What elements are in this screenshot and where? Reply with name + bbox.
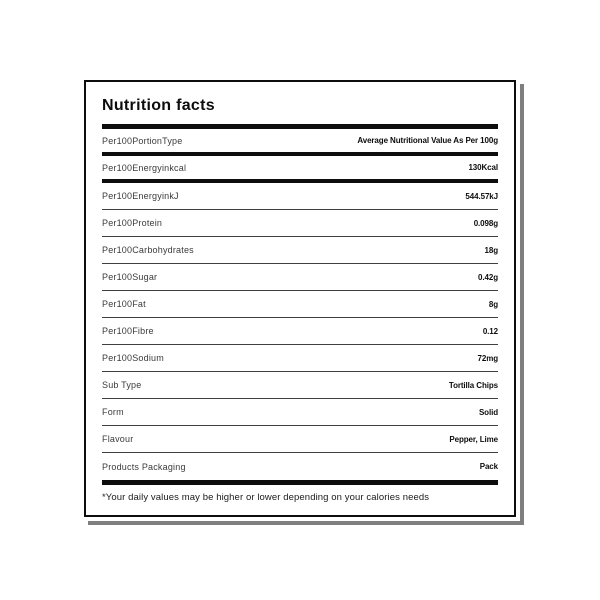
row-label: Per100Fibre — [102, 326, 154, 336]
nutrition-row — [102, 345, 498, 372]
row-value: Solid — [478, 407, 498, 417]
nutrition-row — [102, 237, 498, 264]
row-label: Per100EnergyinkJ — [102, 191, 179, 201]
nutrition-row — [102, 210, 498, 237]
row-label: Per100Fat — [102, 299, 146, 309]
nutrition-row — [102, 183, 498, 210]
row-label: Per100PortionType — [102, 135, 183, 146]
row-label: Flavour — [102, 434, 134, 444]
nutrition-row — [102, 156, 498, 183]
nutrition-row — [102, 372, 498, 399]
nutrition-row — [102, 264, 498, 291]
row-label: Sub Type — [102, 380, 142, 390]
row-value: 0.42g — [478, 272, 498, 282]
nutrition-label-card — [84, 80, 516, 517]
row-value: 130Kcal — [468, 163, 498, 172]
nutrition-row — [102, 453, 498, 480]
row-value: 8g — [488, 299, 498, 309]
nutrition-row — [102, 318, 498, 345]
row-label: Per100Carbohydrates — [102, 245, 194, 255]
row-label: Per100Protein — [102, 218, 163, 228]
row-label: Per100Sodium — [102, 353, 164, 363]
row-value: 18g — [484, 245, 498, 255]
row-label: Per100Sugar — [102, 272, 158, 282]
row-value: 0.098g — [473, 218, 498, 228]
nutrition-rows — [102, 129, 498, 480]
row-value: Tortilla Chips — [448, 380, 498, 390]
row-value: 0.12 — [482, 326, 498, 336]
row-value: Pack — [479, 462, 498, 471]
footer-divider-bar — [102, 480, 498, 485]
daily-values-footnote: *Your daily values may be higher or lower depending on your calories needs — [102, 492, 430, 503]
page-title: Nutrition facts — [102, 97, 215, 114]
row-label: Products Packaging — [102, 461, 186, 472]
row-label: Form — [102, 407, 124, 417]
nutrition-row — [102, 426, 498, 453]
row-value: Average Nutritional Value As Per 100g — [357, 136, 498, 145]
nutrition-label-sheet — [84, 80, 520, 521]
row-label: Per100Energyinkcal — [102, 162, 187, 173]
nutrition-row — [102, 291, 498, 318]
row-value: 544.57kJ — [465, 191, 498, 201]
row-value: Pepper, Lime — [449, 434, 498, 444]
row-value: 72mg — [477, 353, 498, 363]
nutrition-row — [102, 129, 498, 156]
nutrition-row — [102, 399, 498, 426]
